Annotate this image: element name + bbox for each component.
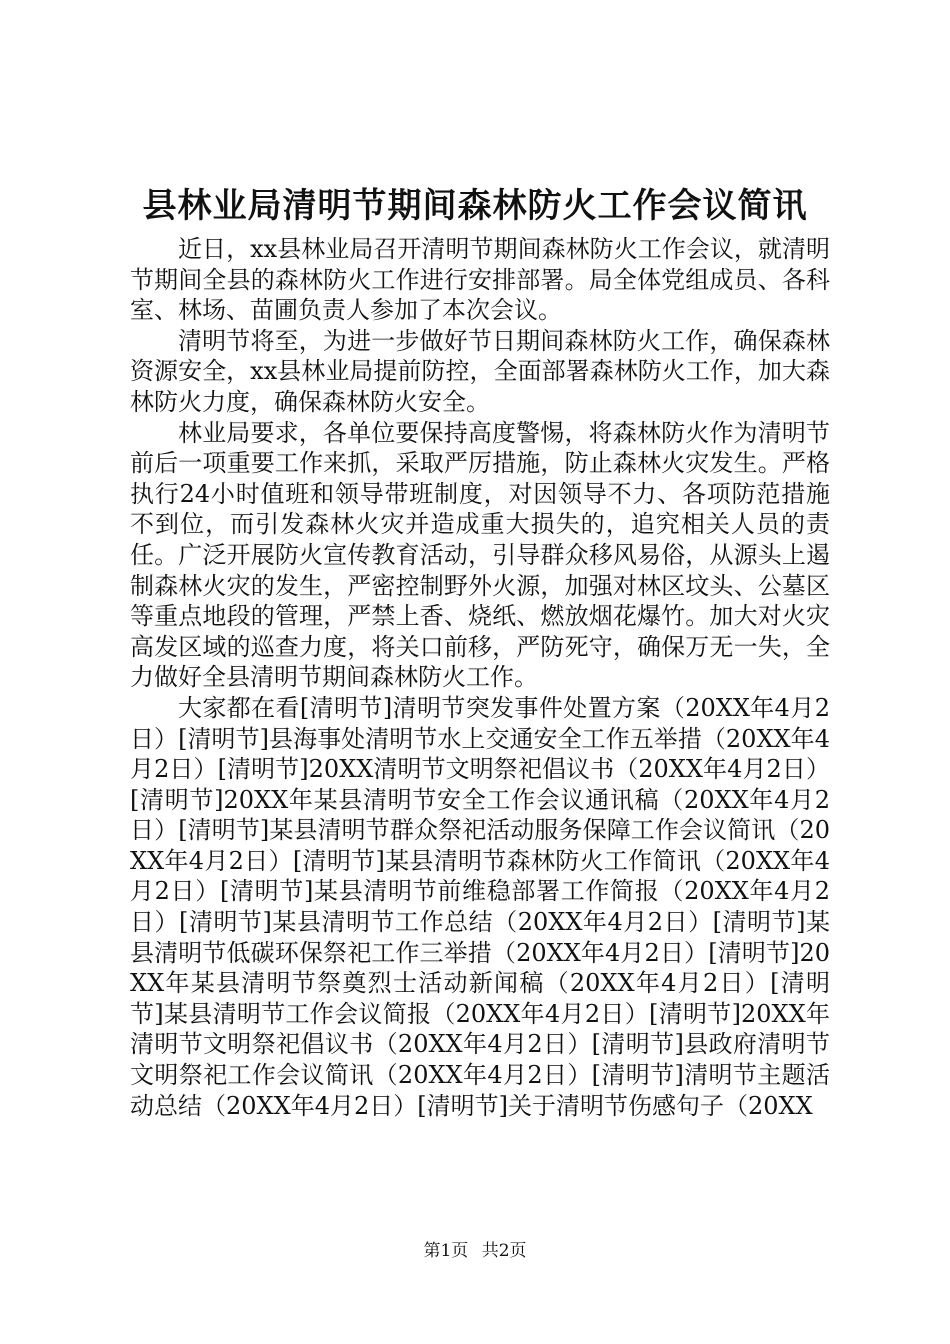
document-title: 县林业局清明节期间森林防火工作会议简讯 <box>142 186 808 226</box>
paragraph-meeting-intro: 近日，xx县林业局召开清明节期间森林防火工作会议，就清明节期间全县的森林防火工作进行安排部署。局全体党组成员、各科室、林场、苗圃负责人参加了本次会议。 <box>130 235 830 325</box>
page-total: 共2页 <box>481 1241 527 1261</box>
paragraph-deployment: 清明节将至，为进一步做好节日期间森林防火工作，确保森林资源安全，xx县林业局提前防控，全面部署森林防火工作，加大森林防火力度，确保森林防火安全。 <box>130 326 830 416</box>
document-body <box>130 234 830 1121</box>
page-footer <box>0 1240 950 1262</box>
paragraph-related-articles: 大家都在看[清明节]清明节突发事件处置方案（20XX年4月2日）[清明节]县海事处清明节水上交通安全工作五举措（20XX年4月2日）[清明节]20XX清明节文明祭祀倡议书（20XX年4月2日）[清明节]20XX年某县清明节安全工作会议通讯稿（20XX年4月2日）[清明节]某县清明节群众祭祀活动服务保障工作会议简讯（20XX年4月2日）[清明节]某县清明节森林防火工作简讯（20XX年4月2日）[清明节]某县清明节前维稳部署工作简报（20XX年4月2日）[清明节]某县清明节工作总结（20XX年4月2日）[清明节]某县清明节低碳环保祭祀工作三举措（20XX年4月2日）[清明节]20XX年某县清明节祭奠烈士活动新闻稿（20XX年4月2日）[清明节]某县清明节工作会议简报（20XX年4月2日）[清明节]20XX年清明节文明祭祀倡议书（20XX年4月2日）[清明节]县政府清明节文明祭祀工作会议简讯（20XX年4月2日）[清明节]清明节主题活动总结（20XX年4月2日）[清明节]关于清明节伤感句子（20XX <box>130 693 830 1120</box>
page-number: 第1页 <box>423 1241 469 1261</box>
paragraph-requirements: 林业局要求，各单位要保持高度警惕，将森林防火作为清明节前后一项重要工作来抓，采取严厉措施，防止森林火灾发生。严格执行24小时值班和领导带班制度，对因领导不力、各项防范措施不到位，而引发森林火灾并造成重大损失的，追究相关人员的责任。广泛开展防火宣传教育活动，引导群众移风易俗，从源头上遏制森林火灾的发生，严密控制野外火源，加强对林区坟头、公墓区等重点地段的管理，严禁上香、烧纸、燃放烟花爆竹。加大对火灾高发区域的巡查力度，将关口前移，严防死守，确保万无一失，全力做好全县清明节期间森林防火工作。 <box>130 418 830 692</box>
